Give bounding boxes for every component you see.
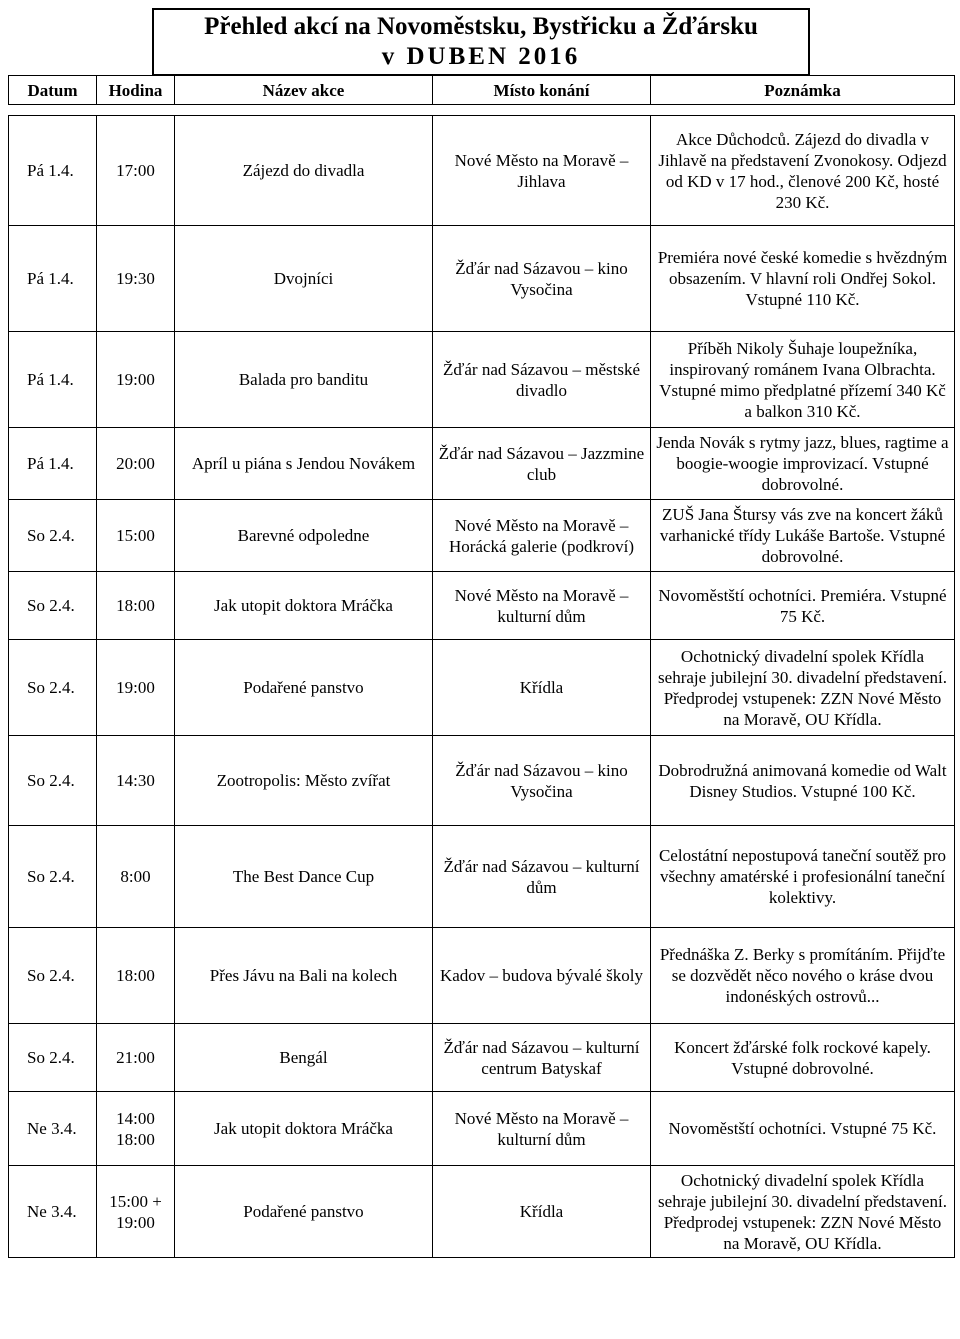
header-name: Název akce [175, 76, 433, 105]
cell-date: Ne 3.4. [9, 1092, 97, 1166]
table-row [9, 736, 955, 826]
cell-time: 15:00 [97, 500, 175, 572]
cell-note: ZUŠ Jana Štursy vás zve na koncert žáků varhanické třídy Lukáše Bartoše. Vstupné dobrovolné. [651, 500, 955, 572]
cell-time: 17:00 [97, 116, 175, 226]
cell-note: Jenda Novák s rytmy jazz, blues, ragtime a boogie-woogie improvizací. Vstupné dobrovolné. [651, 428, 955, 500]
cell-place: Žďár nad Sázavou – kulturní dům [433, 826, 651, 928]
cell-name: Bengál [175, 1024, 433, 1092]
events-table [8, 75, 955, 1258]
cell-note: Dobrodružná animovaná komedie od Walt Disney Studios. Vstupné 100 Kč. [651, 736, 955, 826]
table-row [9, 1092, 955, 1166]
header-date: Datum [9, 76, 97, 105]
cell-note: Ochotnický divadelní spolek Křídla sehraje jubilejní 30. divadelní představení. Předprodej vstupenek: ZZN Nové Město na Moravě, OU Křídla. [651, 1166, 955, 1258]
table-row [9, 1166, 955, 1258]
cell-time: 15:00 + 19:00 [97, 1166, 175, 1258]
cell-name: Dvojníci [175, 226, 433, 332]
cell-name: Podařené panstvo [175, 1166, 433, 1258]
title-box [152, 8, 810, 75]
cell-time: 8:00 [97, 826, 175, 928]
table-row [9, 226, 955, 332]
cell-note: Přednáška Z. Berky s promítáním. Přijďte se dozvědět něco nového o krásе dvou indonéských ostrovů... [651, 928, 955, 1024]
cell-name: Přes Jávu na Bali na kolech [175, 928, 433, 1024]
cell-time: 14:00 18:00 [97, 1092, 175, 1166]
cell-time: 20:00 [97, 428, 175, 500]
cell-name: Zootropolis: Město zvířat [175, 736, 433, 826]
cell-place: Nové Město na Moravě – Horácká galerie (podkroví) [433, 500, 651, 572]
cell-place: Žďár nad Sázavou – kulturní centrum Batyskaf [433, 1024, 651, 1092]
cell-date: So 2.4. [9, 500, 97, 572]
header-time: Hodina [97, 76, 175, 105]
cell-place: Nové Město na Moravě – kulturní dům [433, 1092, 651, 1166]
cell-name: Podařené panstvo [175, 640, 433, 736]
header-note: Poznámka [651, 76, 955, 105]
cell-note: Celostátní nepostupová taneční soutěž pro všechny amatérské i profesionální taneční kolektivy. [651, 826, 955, 928]
cell-note: Premiéra nové české komedie s hvězdným obsazením. V hlavní roli Ondřej Sokol. Vstupné 110 Kč. [651, 226, 955, 332]
cell-time: 21:00 [97, 1024, 175, 1092]
cell-name: The Best Dance Cup [175, 826, 433, 928]
events-body [9, 105, 955, 1258]
cell-place: Žďár nad Sázavou – kino Vysočina [433, 226, 651, 332]
cell-place: Žďár nad Sázavou – městské divadlo [433, 332, 651, 428]
row-spacer-cell [9, 105, 955, 116]
cell-name: Jak utopit doktora Mráčka [175, 1092, 433, 1166]
cell-note: Koncert žďárské folk rockové kapely. Vstupné dobrovolné. [651, 1024, 955, 1092]
cell-date: So 2.4. [9, 1024, 97, 1092]
cell-time: 18:00 [97, 928, 175, 1024]
cell-place: Křídla [433, 640, 651, 736]
cell-place: Nové Město na Moravě – Jihlava [433, 116, 651, 226]
cell-time: 14:30 [97, 736, 175, 826]
cell-name: Balada pro banditu [175, 332, 433, 428]
cell-time: 18:00 [97, 572, 175, 640]
cell-place: Nové Město na Moravě – kulturní dům [433, 572, 651, 640]
cell-place: Žďár nad Sázavou – kino Vysočina [433, 736, 651, 826]
cell-time: 19:30 [97, 226, 175, 332]
cell-date: Pá 1.4. [9, 226, 97, 332]
cell-date: Ne 3.4. [9, 1166, 97, 1258]
header-row [9, 76, 955, 105]
cell-time: 19:00 [97, 332, 175, 428]
table-row [9, 928, 955, 1024]
cell-name: Apríl u piána s Jendou Novákem [175, 428, 433, 500]
row-spacer [9, 105, 955, 116]
page-subtitle: v DUBEN 2016 [381, 43, 581, 70]
table-row [9, 332, 955, 428]
cell-date: Pá 1.4. [9, 332, 97, 428]
cell-place: Žďár nad Sázavou – Jazzmine club [433, 428, 651, 500]
cell-date: Pá 1.4. [9, 428, 97, 500]
table-row [9, 572, 955, 640]
cell-note: Novoměstští ochotníci. Premiéra. Vstupné 75 Kč. [651, 572, 955, 640]
cell-date: So 2.4. [9, 640, 97, 736]
cell-place: Křídla [433, 1166, 651, 1258]
table-row [9, 428, 955, 500]
cell-date: So 2.4. [9, 736, 97, 826]
cell-note: Příběh Nikoly Šuhaje loupežníka, inspirovaný románem Ivana Olbrachta. Vstupné mimo předplatné přízemí 340 Kč a balkon 310 Kč. [651, 332, 955, 428]
cell-date: Pá 1.4. [9, 116, 97, 226]
cell-name: Jak utopit doktora Mráčka [175, 572, 433, 640]
cell-date: So 2.4. [9, 826, 97, 928]
cell-name: Zájezd do divadla [175, 116, 433, 226]
document-page [8, 8, 954, 1258]
cell-place: Kadov – budova bývalé školy [433, 928, 651, 1024]
header-place: Místo konání [433, 76, 651, 105]
table-row [9, 1024, 955, 1092]
cell-date: So 2.4. [9, 928, 97, 1024]
table-row [9, 826, 955, 928]
cell-name: Barevné odpoledne [175, 500, 433, 572]
cell-note: Akce Důchodců. Zájezd do divadla v Jihlavě na představení Zvonokosy. Odjezd od KD v 17 hod., členové 200 Kč, hosté 230 Kč. [651, 116, 955, 226]
cell-note: Novoměstští ochotníci. Vstupné 75 Kč. [651, 1092, 955, 1166]
cell-time: 19:00 [97, 640, 175, 736]
table-row [9, 640, 955, 736]
cell-date: So 2.4. [9, 572, 97, 640]
cell-note: Ochotnický divadelní spolek Křídla sehraje jubilejní 30. divadelní představení. Předprodej vstupenek: ZZN Nové Město na Moravě, OU Křídla. [651, 640, 955, 736]
table-row [9, 500, 955, 572]
table-row [9, 116, 955, 226]
page-title: Přehled akcí na Novoměstsku, Bystřicku a Žďársku [204, 13, 758, 40]
